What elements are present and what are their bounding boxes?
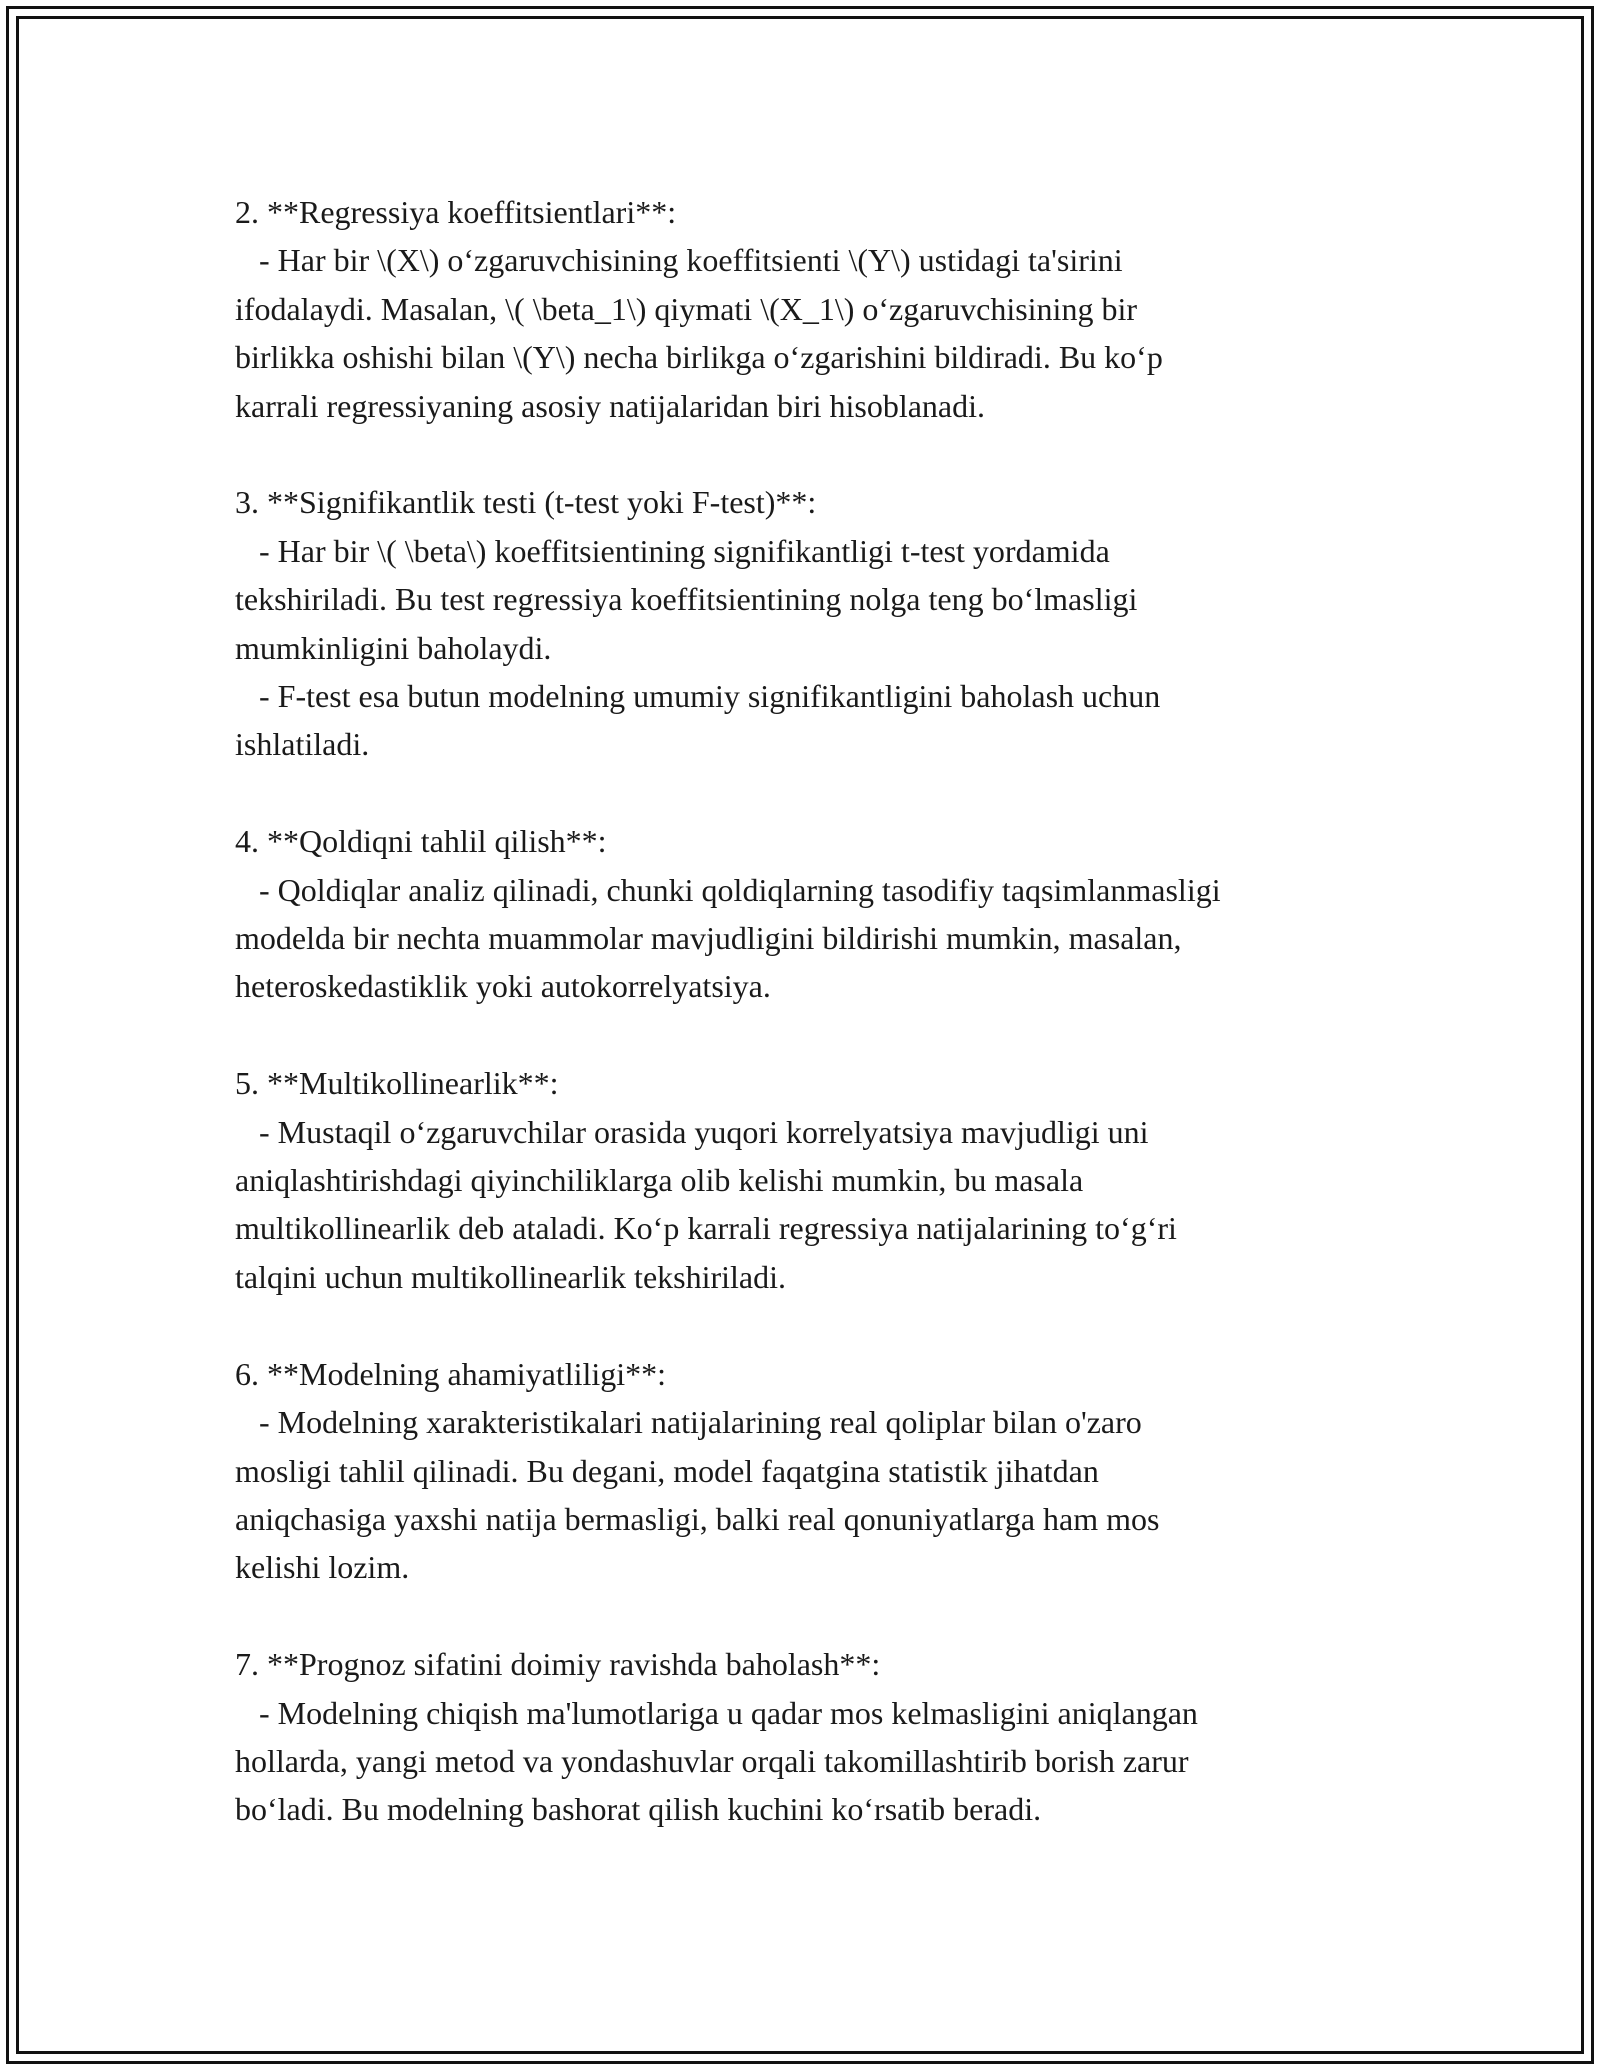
section-significance-test xyxy=(235,478,1385,768)
text-line: ifodalaydi. Masalan, \( \beta_1\) qiymati \(X_1\) o‘zgaruvchisining bir xyxy=(235,290,1137,327)
text-line: aniqchasiga yaxshi natija bermasligi, balki real qonuniyatlarga ham mos xyxy=(235,1500,1160,1537)
text-line: ishlatiladi. xyxy=(235,726,370,763)
text-line: birlikka oshishi bilan \(Y\) necha birlikga o‘zgarishini bildiradi. Bu ko‘p xyxy=(235,339,1163,376)
text-line: modelda bir nechta muammolar mavjudligini bildirishi mumkin, masalan, xyxy=(235,920,1182,957)
text-line: kelishi lozim. xyxy=(235,1549,410,1586)
section-heading: 5. **Multikollinearlik**: xyxy=(235,1065,559,1102)
text-line: hollarda, yangi metod va yondashuvlar orqali takomillashtirib borish zarur xyxy=(235,1742,1189,1779)
section-multicollinearity xyxy=(235,1059,1385,1301)
section-forecast-quality xyxy=(235,1640,1385,1834)
text-line: - Modelning xarakteristikalari natijalarining real qoliplar bilan o'zaro xyxy=(235,1404,1142,1441)
section-heading: 6. **Modelning ahamiyatliligi**: xyxy=(235,1355,667,1392)
text-line: tekshiriladi. Bu test regressiya koeffitsientining nolga teng bo‘lmasligi xyxy=(235,581,1138,618)
section-model-significance xyxy=(235,1350,1385,1592)
document-body xyxy=(235,188,1385,1834)
section-heading: 3. **Signifikantlik testi (t-test yoki F-test)**: xyxy=(235,484,817,521)
text-line: - Mustaqil o‘zgaruvchilar orasida yuqori korrelyatsiya mavjudligi uni xyxy=(235,1113,1149,1150)
text-line: - Qoldiqlar analiz qilinadi, chunki qoldiqlarning tasodifiy taqsimlanmasligi xyxy=(235,871,1221,908)
text-line: bo‘ladi. Bu modelning bashorat qilish kuchini ko‘rsatib beradi. xyxy=(235,1791,1042,1828)
text-line: - Modelning chiqish ma'lumotlariga u qadar mos kelmasligini aniqlangan xyxy=(235,1694,1198,1731)
text-line: karrali regressiyaning asosiy natijalaridan biri hisoblanadi. xyxy=(235,387,985,424)
text-line: multikollinearlik deb ataladi. Ko‘p karrali regressiya natijalarining to‘g‘ri xyxy=(235,1210,1177,1247)
text-line: mumkinligini baholaydi. xyxy=(235,629,552,666)
section-heading: 2. **Regressiya koeffitsientlari**: xyxy=(235,194,677,230)
text-line: - Har bir \(X\) o‘zgaruvchisining koeffitsienti \(Y\) ustidagi ta'sirini xyxy=(235,242,1123,279)
text-line: talqini uchun multikollinearlik tekshiriladi. xyxy=(235,1258,787,1295)
section-residual-analysis xyxy=(235,817,1385,1011)
text-line: mosligi tahlil qilinadi. Bu degani, model faqatgina statistik jihatdan xyxy=(235,1452,1099,1489)
text-line: - F-test esa butun modelning umumiy signifikantligini baholash uchun xyxy=(235,678,1161,715)
section-heading: 7. **Prognoz sifatini doimiy ravishda baholash**: xyxy=(235,1646,881,1683)
text-line: - Har bir \( \beta\) koeffitsientining signifikantligi t-test yordamida xyxy=(235,532,1110,569)
section-regression-coefficients xyxy=(235,188,1385,430)
text-line: heteroskedastiklik yoki autokorrelyatsiya. xyxy=(235,968,771,1005)
text-line: aniqlashtirishdagi qiyinchiliklarga olib kelishi mumkin, bu masala xyxy=(235,1162,1084,1199)
section-heading: 4. **Qoldiqni tahlil qilish**: xyxy=(235,823,607,860)
